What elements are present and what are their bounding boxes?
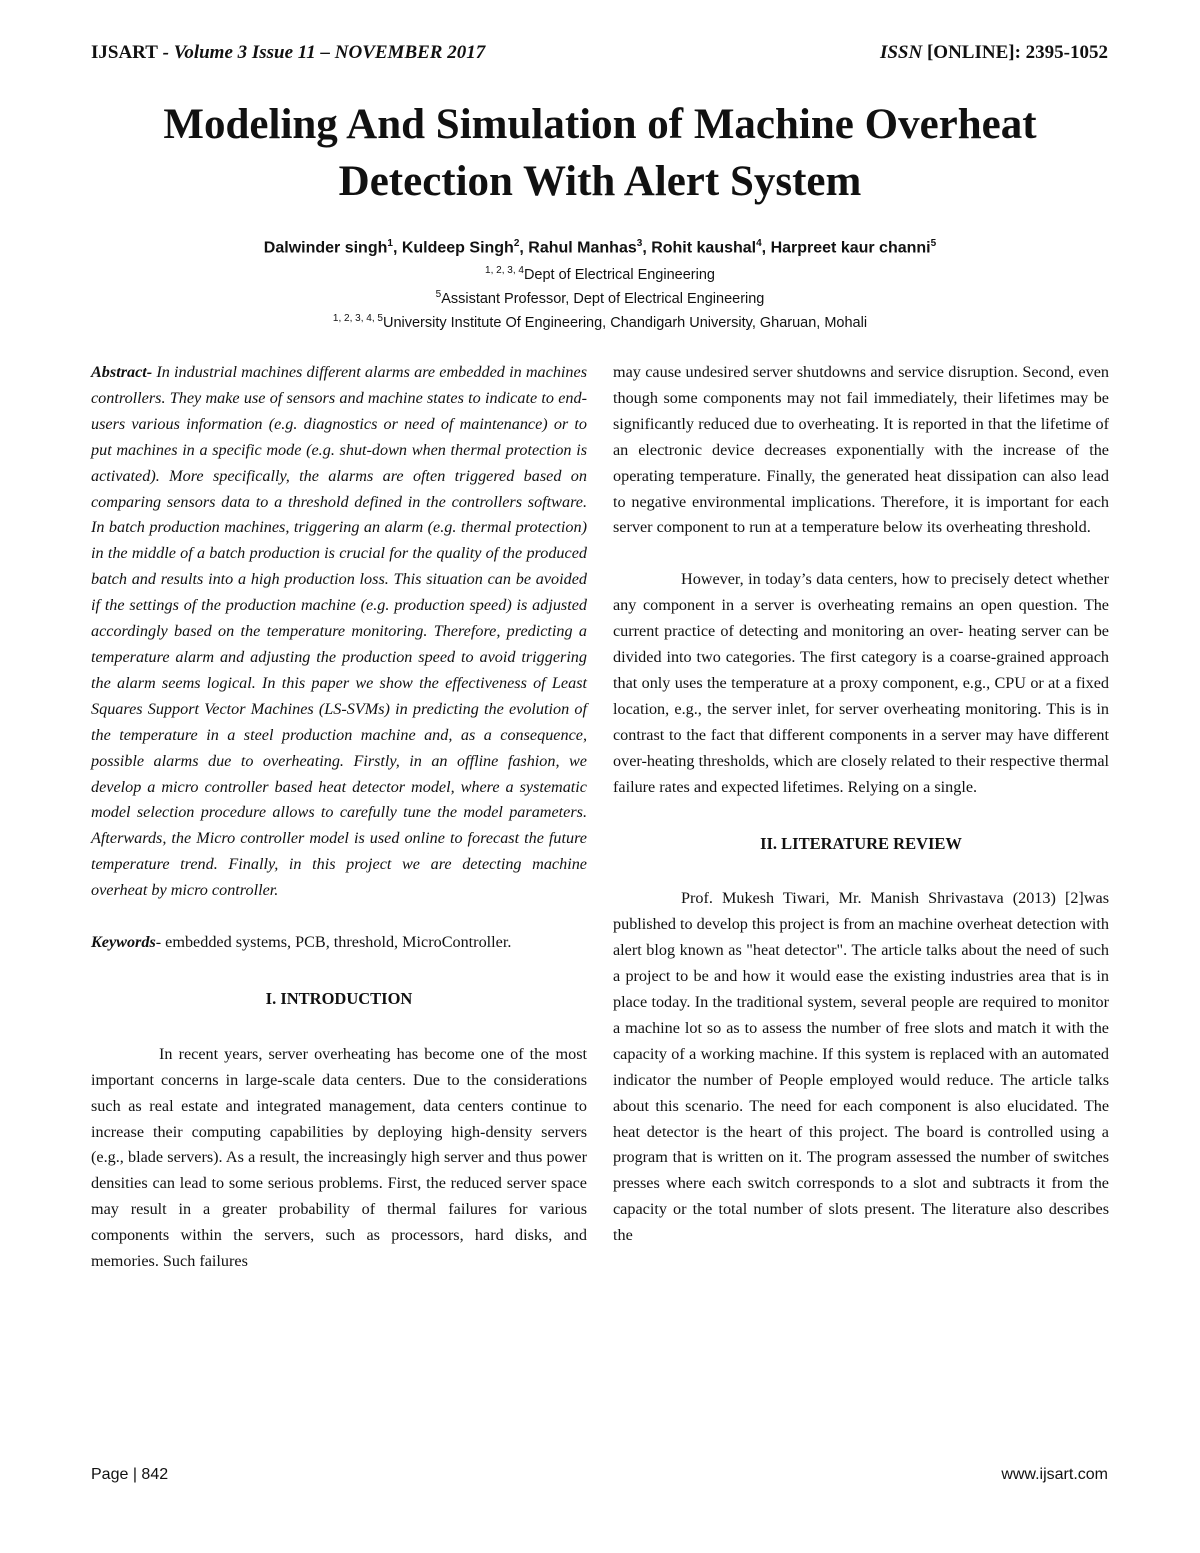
affiliation-2 (60, 289, 1140, 307)
abstract (91, 360, 587, 904)
abstract-text: In industrial machines different alarms are embedded in machines controllers. They make use of sensors and machine states to indicate to end-users various information (e.g. diagnostics or need of maintenance) or to put machines in a specific mode (e.g. shut-down when thermal protection is activated). More specifically, the alarms are often triggered based on comparing sensors data to a threshold defined in the controllers software. In batch production machines, triggering an alarm (e.g. thermal protection) in the middle of a batch production is crucial for the quality of the produced batch and results into a high production loss. This situation can be avoided if the settings of the production machine (e.g. production speed) is adjusted accordingly based on the temperature monitoring. Therefore, predicting a temperature alarm and adjusting the production speed to avoid triggering the alarm seems logical. In this paper we show the effectiveness of Least Squares Support Vector Machines (LS-SVMs) in predicting the evolution of the temperature in a steel production machine and, as a consequence, possible alarms due to overheating. Firstly, in an offline fashion, we develop a micro controller based heat detector model, where a systematic model selection procedure allows to carefully tune the model parameters. Afterwards, the Micro controller model is used online to forecast the future temperature trend. Finally, in this project we are detecting machine overheat by micro controller. (91, 363, 587, 900)
literature-paragraph-1: Prof. Mukesh Tiwari, Mr. Manish Shrivastava (2013) [2]was published to develop this project is from an machine overheat detection with alert blog known as "heat detector". The article talks about the need of such a project to be and how it would ease the existing industries area that is in place today. In the traditional system, several people are required to monitor a machine lot so as to assess the number of free slots and match it with the capacity of a working machine. If this system is replaced with an automated indicator the number of People employed would reduce. The article talks about this scenario. The need for each component is also elucidated. The heat detector is the heart of this project. The board is controlled using a program that is written on it. The program assessed the number of switches presses where each switch corresponds to a slot and subtracts it from the capacity or the total number of slots present. The literature also describes the (613, 889, 1109, 1245)
journal-url: www.ijsart.com (1001, 1466, 1108, 1483)
affiliation-text: Assistant Professor, Dept of Electrical Engineering (441, 290, 765, 307)
introduction-paragraph-1-continued: may cause undesired server shutdowns and service disruption. Second, even though some components may not fail immediately, their lifetimes may be significantly reduced due to overheating. It is reported in that the lifetime of an electronic device decreases exponentially with the increase of the operating temperature. Finally, the generated heat dissipation can also lead to negative environmental implications. Therefore, it is important for each server component to run at a temperature below its overheating threshold. (613, 363, 1109, 537)
header-separator: - (157, 42, 174, 63)
affiliation-sup: 1, 2, 3, 4, 5 (332, 313, 383, 324)
author-sup: 4 (756, 238, 762, 249)
issn-header (880, 42, 1108, 64)
issn-value: [ONLINE]: 2395-1052 (922, 42, 1108, 63)
author-name: Rohit kaushal (651, 239, 757, 257)
affiliation-3 (60, 313, 1140, 331)
section-heading-literature-review: II. LITERATURE REVIEW (760, 833, 962, 853)
author-name: Rahul Manhas (528, 239, 637, 257)
page-number: Page | 842 (91, 1466, 169, 1483)
issn-label: ISSN (879, 42, 923, 63)
introduction-paragraph-1: In recent years, server overheating has become one of the most important concerns in large-scale data centers. Due to the considerations such as real estate and integrated management, data centers continue to increase their computing capabilities by deploying high-density servers (e.g., blade servers). As a result, the increasingly high server and thus power densities can lead to some serious problems. First, the reduced server space may result in a greater probability of thermal failures for various components within the servers, such as processors, hard disks, and memories. Such failures (91, 1044, 587, 1271)
section-heading-introduction: I. INTRODUCTION (265, 988, 413, 1008)
affiliation-sup: 1, 2, 3, 4 (485, 265, 524, 276)
journal-name: IJSART (91, 42, 158, 63)
author-name: Kuldeep Singh (401, 239, 514, 257)
left-column (91, 360, 587, 1275)
author-sup: 5 (930, 238, 937, 249)
author-sup: 3 (636, 238, 643, 249)
keywords (91, 930, 587, 956)
author-sup: 1 (387, 238, 393, 249)
affiliation-text: Dept of Electrical Engineering (523, 266, 715, 283)
introduction-paragraph-2: However, in today’s data centers, how to precisely detect whether any component in a server is overheating remains an open question. The current practice of detecting and monitoring an over- heating server can be divided into two categories. The first category is a coarse-grained approach that only uses the temperature at a proxy component, e.g., CPU or at a fixed location, e.g., the server inlet, for server overheating monitoring. This is in contrast to the fact that different components in a server may have different over-heating thresholds, which are closely related to their respective thermal failure rates and expected lifetimes. Relying on a single. (613, 570, 1109, 796)
author-name: Harpreet kaur channi (770, 239, 931, 257)
keywords-text: - embedded systems, PCB, threshold, MicroController. (155, 933, 512, 952)
affiliation-sup: 5 (435, 289, 442, 300)
title-line-2: Detection With Alert System (338, 158, 862, 205)
right-column (613, 360, 1109, 1249)
author-name: Dalwinder singh (263, 239, 388, 257)
author-sup: 2 (513, 238, 520, 249)
volume-issue: Volume 3 Issue 11 – NOVEMBER 2017 (173, 42, 486, 63)
abstract-label: Abstract- (91, 363, 153, 381)
author-list: Dalwinder singh$^1$, Kuldeep Singh$^2$, Rahul Manhas$^3$, Rohit kaushal$^4$, Harpreet kaur channi$^5$ (263, 238, 937, 257)
affiliation-1 (60, 265, 1140, 283)
journal-header (91, 42, 485, 64)
paper-title (60, 96, 1140, 210)
affiliation-text: University Institute Of Engineering, Chandigarh University, Gharuan, Mohali (382, 314, 868, 331)
title-line-1: Modeling And Simulation of Machine Overheat (163, 101, 1037, 148)
keywords-label: Keywords (91, 933, 156, 952)
